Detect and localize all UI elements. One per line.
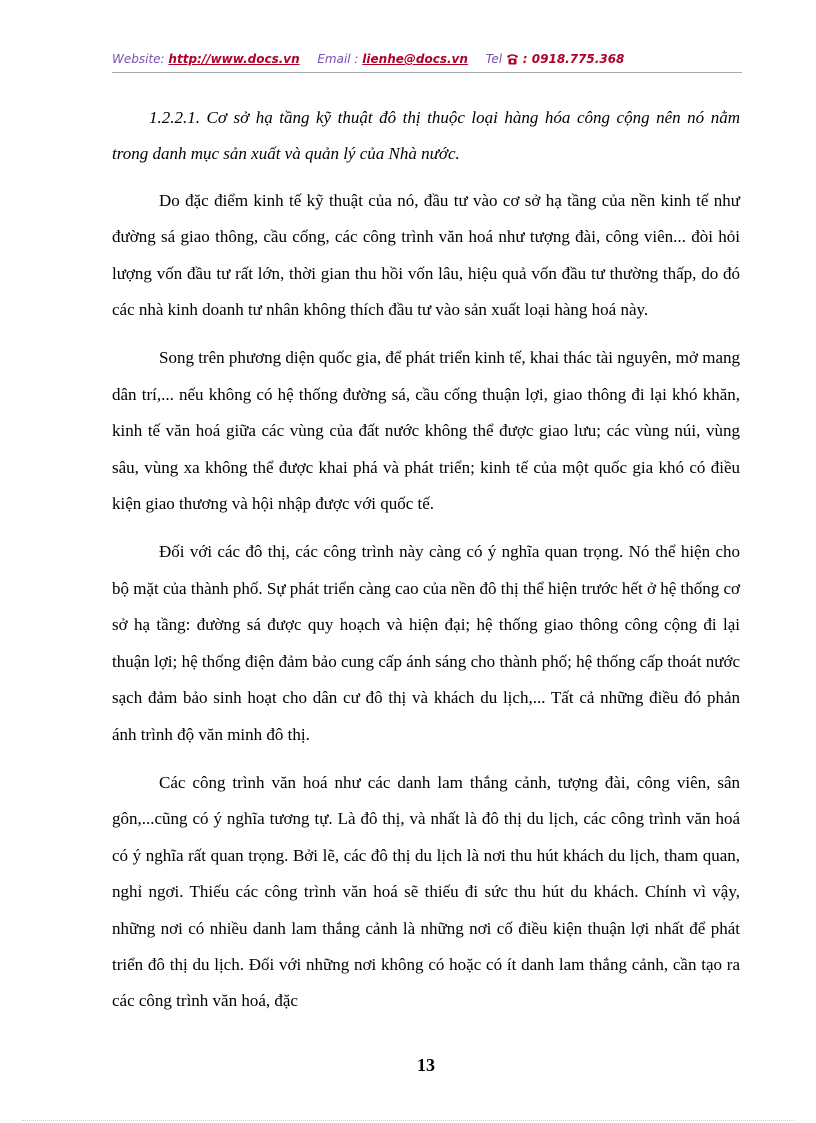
paragraph-1: Do đặc điểm kinh tế kỹ thuật của nó, đầu tư vào cơ sở hạ tầng của nền kinh tế như đường sá giao thông, cầu cống, các công trình văn hoá như tượng đài, công viên... đòi hỏi lượng vốn đầu tư rất lớn, thời gian thu hồi vốn lâu, hiệu quả vốn đầu tư thường thấp, do đó các nhà kinh doanh tư nhân không thích đầu tư vào sản xuất loại hàng hoá này. <box>112 190 740 320</box>
section-heading: 1.2.2.1. Cơ sở hạ tầng kỹ thuật đô thị thuộc loại hàng hóa công cộng nên nó nằm trong danh mục sản xuất và quản lý của Nhà nước. <box>112 108 740 164</box>
tel-label: Tel <box>485 52 503 66</box>
tel-number: : 0918.775.368 <box>522 52 625 66</box>
header-divider <box>112 72 742 73</box>
page-header <box>112 50 742 70</box>
website-label: Website: <box>112 52 165 66</box>
website-link[interactable]: http://www.docs.vn <box>168 52 300 66</box>
paragraph-4: Các công trình văn hoá như các danh lam thắng cảnh, tượng đài, công viên, sân gôn,...cũng có ý nghĩa tương tự. Là đô thị, và nhất là đô thị du lịch, các công trình văn hoá có ý nghĩa rất quan trọng. Bởi lẽ, các đô thị du lịch là nơi thu hút khách du lịch, tham quan, nghỉ ngơi. Thiếu các công trình văn hoá sẽ thiếu đi sức thu hút du khách. Chính vì vậy, những nơi có nhiều danh lam thắng cảnh là những nơi cố điều kiện thuận lợi nhất để phát triển đô thị du lịch. Đối với những nơi không có hoặc có ít danh lam thắng cảnh, cần tạo ra các công trình văn hoá, đặc <box>112 772 740 1011</box>
telephone-icon <box>506 52 519 70</box>
page-bottom-divider <box>22 1120 794 1121</box>
paragraph-2: Song trên phương diện quốc gia, để phát triển kinh tế, khai thác tài nguyên, mở mang dân trí,... nếu không có hệ thống đường sá, cầu cống thuận lợi, giao thông đi lại khó khăn, kinh tế văn hoá giữa các vùng của đất nước không thể được giao lưu; các vùng núi, vùng sâu, vùng xa không thể được khai phá và phát triển; kinh tế của một quốc gia khó có điều kiện giao thương và hội nhập được với quốc tế. <box>112 348 740 514</box>
email-link[interactable]: lienhe@docs.vn <box>362 52 468 66</box>
page-number: 13 <box>417 1055 435 1075</box>
paragraph-3: Đối với các đô thị, các công trình này càng có ý nghĩa quan trọng. Nó thể hiện cho bộ mặt của thành phố. Sự phát triển càng cao của nền đô thị thể hiện trước hết ở hệ thống cơ sở hạ tầng: đường sá được quy hoạch và hiện đại; hệ thống giao thông công cộng đi lại thuận lợi; hệ thống điện đảm bảo cung cấp ánh sáng cho thành phố; hệ thống cấp thoát nước sạch đảm bảo sinh hoạt cho dân cư đô thị và khách du lịch,... Tất cả những điều đó phản ánh trình độ văn minh đô thị. <box>112 542 740 744</box>
email-label: Email : <box>317 52 359 66</box>
document-body <box>112 100 740 1032</box>
